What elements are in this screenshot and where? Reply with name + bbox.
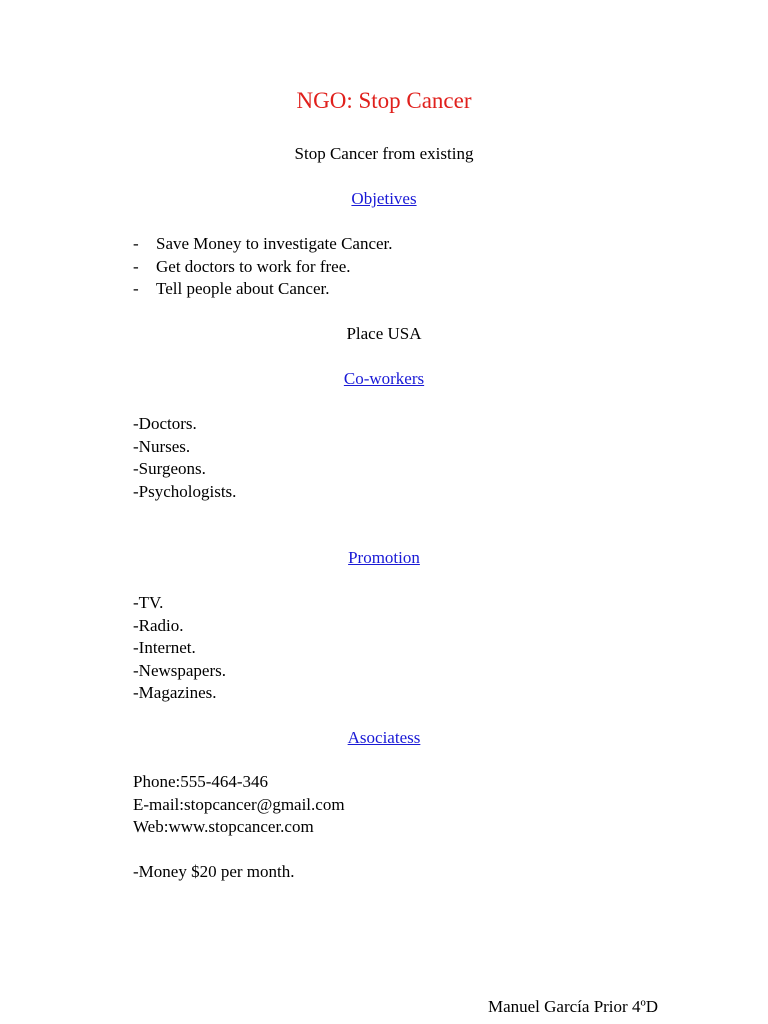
list-item: -Newspapers. (133, 660, 226, 680)
promotion-list (133, 592, 226, 705)
list-item: -Psychologists. (133, 481, 237, 501)
web-text: Web:www.stopcancer.com (133, 817, 314, 836)
objectives-heading (0, 188, 768, 210)
list-item: -Nurses. (133, 436, 191, 456)
promotion-heading (0, 547, 768, 569)
list-item: -Radio. (133, 615, 184, 635)
list-item: -Magazines. (133, 683, 217, 702)
objectives-list (133, 233, 393, 301)
list-item: -Doctors. (133, 414, 197, 433)
fee-text: -Money $20 per month. (133, 862, 295, 881)
contact-block (133, 771, 345, 884)
objective-item: - Save Money to investigate Cancer. (133, 234, 393, 253)
objective-item: - Get doctors to work for free. (133, 256, 351, 276)
coworkers-list (133, 413, 236, 503)
list-item: -TV. (133, 593, 164, 612)
phone-text: Phone:555-464-346 (133, 772, 269, 791)
associates-heading (0, 727, 768, 749)
promotion-heading-link[interactable]: Promotion (348, 548, 420, 567)
spacer (133, 839, 345, 862)
associates-heading-link[interactable]: Asociatess (347, 728, 421, 747)
coworkers-heading-link[interactable]: Co-workers (343, 369, 425, 388)
author-name: Manuel García Prior 4ºD (487, 997, 658, 1016)
objectives-heading-link[interactable]: Objetives (351, 189, 417, 208)
coworkers-heading (0, 368, 768, 390)
document-subtitle: Stop Cancer from existing (294, 144, 474, 163)
document-title: NGO: Stop Cancer (296, 88, 472, 113)
place-text: Place USA (346, 324, 422, 343)
list-item: -Surgeons. (133, 459, 206, 478)
email-text: E-mail:stopcancer@gmail.com (133, 794, 345, 814)
objective-item: - Tell people about Cancer. (133, 279, 330, 298)
list-item: -Internet. (133, 638, 196, 657)
